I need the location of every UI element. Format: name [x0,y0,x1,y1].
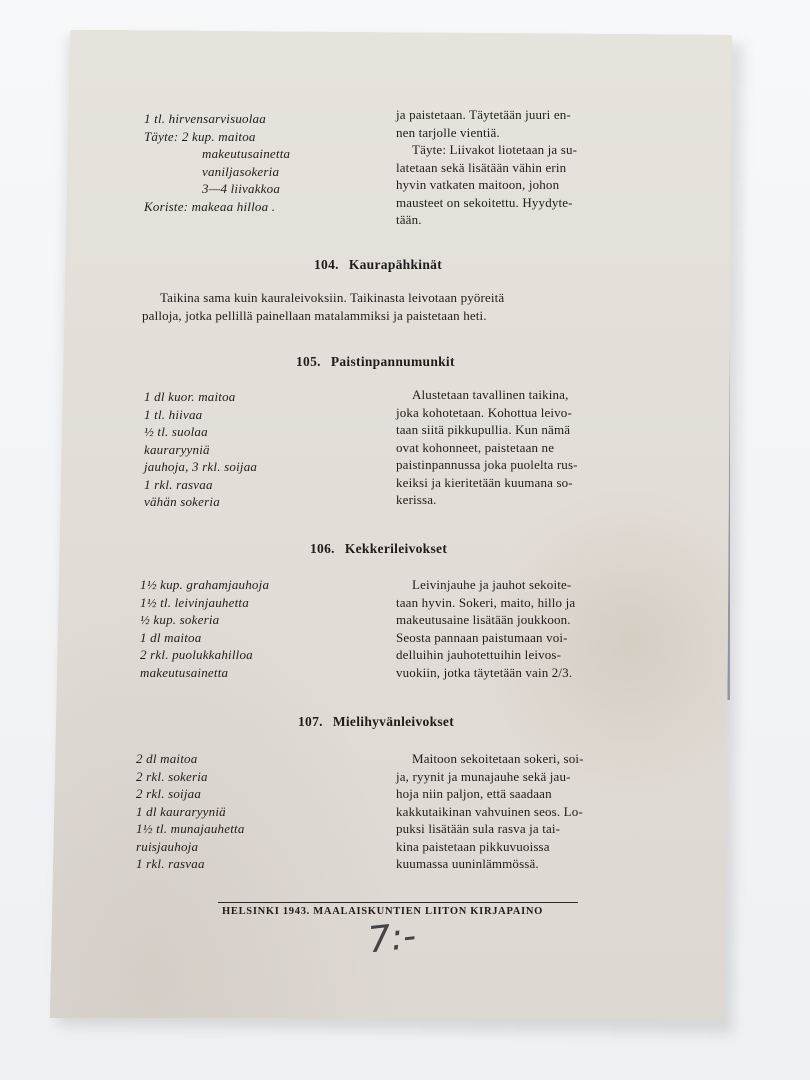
ingredient-line: Täyte: 2 kup. maitoa [144,128,256,144]
text-line: palloja, jotka pellillä painellaan matalammiksi ja paistetaan heti. [142,307,487,323]
ingredient-line: vähän sokeria [144,494,220,509]
recipe-107-instructions [396,750,664,873]
recipe-105-heading [296,354,455,370]
text-line: delluihin jauhotettuihin leivos- [396,647,562,662]
ingredient-line: 1 tl. hiivaa [144,406,203,422]
text-line: ovat kohonneet, paistetaan ne [396,439,555,455]
text-line: hoja niin paljon, että saadaan [396,786,552,801]
ingredient-line: 1 tl. hirvensarvisuolaa [144,111,266,126]
ingredient-line: ½ tl. suolaa [144,424,208,439]
recipe-number: 107. [298,714,323,729]
text-line: Alustetaan tavallinen taikina, [412,387,569,402]
text-line: joka kohotetaan. Kohottua leivo- [396,404,572,420]
text-line: tään. [396,212,422,227]
top-ingredient-list [144,110,290,215]
text-line: vuokiin, jotka täytetään vain 2/3. [396,664,573,680]
text-line: kakkutaikinan vahvuinen seos. Lo- [396,803,583,819]
recipe-title: Kekkerileivokset [344,541,448,556]
ingredient-line: 2 rkl. sokeria [136,768,208,784]
footer-rule [218,902,578,903]
text-line: paistinpannussa joka puolelta rus- [396,457,578,472]
ingredient-line: Koriste: makeaa hilloa . [144,198,276,214]
recipe-title: Kaurapähkinät [348,257,443,272]
recipe-104-heading [314,257,442,273]
recipe-title: Mielihyvänleivokset [332,714,455,729]
ingredient-line: 1 rkl. rasvaa [136,856,205,871]
text-line: ja, ryynit ja munajauhe sekä jau- [396,768,571,784]
ingredient-line: 2 rkl. soijaa [136,786,202,801]
text-line: Taikina sama kuin kauraleivoksiin. Taikinasta leivotaan pyöreitä [160,290,505,305]
recipe-number: 105. [296,354,321,369]
ingredient-line: 1 dl maitoa [140,629,202,645]
text-line: Leivinjauhe ja jauhot sekoite- [412,577,572,592]
recipe-106-heading [310,541,447,557]
ingredient-line: vaniljasokeria [202,163,280,179]
text-line: makeutusaine lisätään joukkoon. [396,612,571,627]
ingredient-line: ½ kup. sokeria [140,612,220,627]
text-line: mausteet on sekoitettu. Hyydyte- [396,194,573,210]
recipe-title: Paistinpannumunkit [330,354,455,369]
handwritten-price: 7:- [365,915,419,962]
ingredient-line: 1 dl kauraryyniä [136,803,226,819]
recipe-107-heading [298,714,454,730]
text-line: Täyte: Liivakot liotetaan ja su- [412,142,578,157]
ingredient-line: jauhoja, 3 rkl. soijaa [144,459,258,474]
ingredient-line: 1½ tl. munajauhetta [136,821,245,836]
text-line: kerissa. [396,492,437,507]
recipe-104-text [142,289,640,324]
ingredient-line: kauraryyniä [144,441,210,457]
text-line: taan hyvin. Sokeri, maito, hillo ja [396,594,576,610]
ingredient-line: 2 rkl. puolukkahilloa [140,647,253,662]
recipe-105-ingredients [144,388,257,511]
ingredient-line: makeutusainetta [140,664,229,680]
text-line: ja paistetaan. Täytetään juuri en- [396,107,571,122]
ingredient-line: 1 dl kuor. maitoa [144,389,236,404]
text-line: latetaan sekä lisätään vähin erin [396,159,567,175]
ingredient-line: makeutusainetta [202,146,291,161]
text-line: Maitoon sekoitetaan sokeri, soi- [412,751,584,766]
text-line: kuumassa uuninlämmössä. [396,856,539,871]
ingredient-line: 1 rkl. rasvaa [144,476,213,492]
text-line: nen tarjolle vientiä. [396,124,500,140]
printer-footer: HELSINKI 1943. MAALAISKUNTIEN LIITON KIRJAPAINO [222,906,544,917]
text-line: hyvin vatkaten maitoon, johon [396,177,560,192]
recipe-number: 104. [314,257,339,272]
recipe-106-ingredients [140,576,269,681]
ingredient-line: 1½ kup. grahamjauhoja [140,577,270,592]
text-line: taan siitä pikkupullia. Kun nämä [396,422,571,437]
recipe-107-ingredients [136,750,245,873]
text-line: puksi lisätään sula rasva ja tai- [396,821,561,836]
ingredient-line: 3—4 liivakkoa [202,181,281,196]
recipe-105-instructions [396,386,664,509]
ingredient-line: 2 dl maitoa [136,751,198,766]
top-instructions [396,106,654,229]
text-line: Seosta pannaan paistumaan voi- [396,629,568,645]
recipe-106-instructions [396,576,664,681]
text-line: keiksi ja kieritetään kuumana so- [396,474,573,490]
ingredient-line: 1½ tl. leivinjauhetta [140,594,249,610]
text-line: kina paistetaan pikkuvuoissa [396,838,550,854]
recipe-number: 106. [310,541,335,556]
ingredient-line: ruisjauhoja [136,838,199,854]
